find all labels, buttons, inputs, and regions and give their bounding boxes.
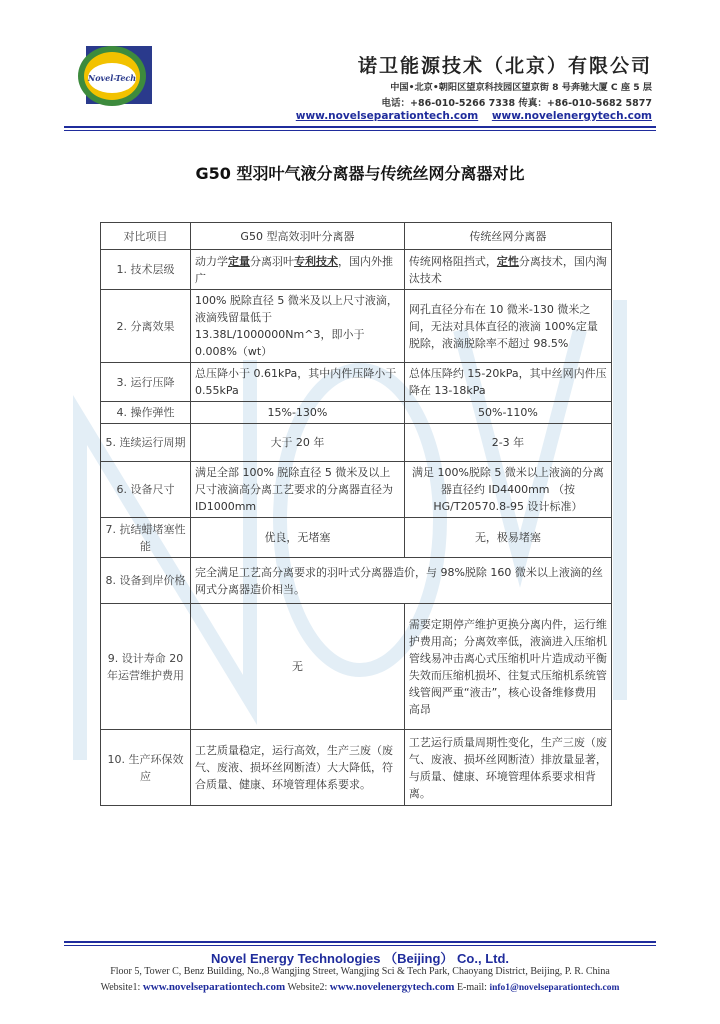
row-label: 8. 设备到岸价格 <box>101 558 191 604</box>
company-name-cn: 诺卫能源技术（北京）有限公司 <box>357 55 652 77</box>
footer-website1-link[interactable]: www.novelseparationtech.com <box>142 981 286 993</box>
row-label: 10. 生产环保效应 <box>101 730 191 806</box>
company-address-cn: 中国•北京•朝阳区望京科技园区望京街 8 号奔驰大厦 C 座 5 层 <box>390 82 652 93</box>
traditional-cell: 2-3 年 <box>404 424 611 462</box>
merged-cell: 完全满足工艺高分离要求的羽叶式分离器造价，与 98%脱除 160 微米以上液滴的丝网式分离器造价相当。 <box>190 558 611 604</box>
emphasis-text: 定性 <box>496 254 519 268</box>
traditional-cell: 无，极易堵塞 <box>404 518 611 558</box>
text-run: 动力学 <box>194 254 228 268</box>
traditional-cell <box>404 250 611 290</box>
g50-cell: 15%-130% <box>190 402 404 424</box>
text-run: 分离技术，国内淘汰技术 <box>408 254 607 285</box>
header-website2-link[interactable]: www.novelenergytech.com <box>491 110 652 122</box>
traditional-cell: 网孔直径分布在 10 微米-130 微米之间，无法对具体直径的液滴 100%定量脱除，液滴脱除率不超过 98.5% <box>404 290 611 363</box>
header-divider-thin <box>64 130 656 131</box>
text-run: 传统网格阻挡式， <box>408 254 497 268</box>
row-label: 5. 连续运行周期 <box>101 424 191 462</box>
row-label: 6. 设备尺寸 <box>101 462 191 518</box>
row-label: 2. 分离效果 <box>101 290 191 363</box>
table-header-cell: 对比项目 <box>101 223 191 250</box>
comparison-table <box>100 222 612 806</box>
traditional-cell: 满足 100%脱除 5 微米以上液滴的分离器直径约 ID4400mm （按 HG/T20570.8-95 设计标准） <box>404 462 611 518</box>
document-title: G50 型羽叶气液分离器与传统丝网分离器对比 <box>195 164 525 183</box>
g50-cell: 满足全部 100% 脱除直径 5 微米及以上尺寸液滴高分离工艺要求的分离器直径为 ID1000mm <box>190 462 404 518</box>
table-row <box>101 558 612 604</box>
g50-cell: 优良，无堵塞 <box>190 518 404 558</box>
traditional-cell: 总体压降约 15-20kPa，其中丝网内件压降在 13-18kPa <box>404 363 611 402</box>
row-label: 4. 操作弹性 <box>101 402 191 424</box>
row-label: 7. 抗结蜡堵塞性能 <box>101 518 191 558</box>
table-header-row <box>101 223 612 250</box>
traditional-cell: 需要定期停产维护更换分离内件，运行维护费用高；分离效率低，液滴进入压缩机管线易冲击离心式压缩机叶片造成动平衡失效而压缩机损坏、往复式压缩机系统管线管阀严重“液击”，核心设备维修费用高昂 <box>404 604 611 730</box>
g50-cell: 大于 20 年 <box>190 424 404 462</box>
table-header-cell: G50 型高效羽叶分离器 <box>190 223 404 250</box>
table-row <box>101 402 612 424</box>
traditional-cell: 工艺运行质量周期性变化，生产三废（废气、废液、损坏丝网断渣）排放量显著，与质量、健康、环境管理体系要求相背离。 <box>404 730 611 806</box>
row-label: 9. 设计寿命 20 年运营维护费用 <box>101 604 191 730</box>
row-label: 1. 技术层级 <box>101 250 191 290</box>
company-phone: 电话：+86-010-5266 7338 传真：+86-010-5682 5877 <box>381 98 652 109</box>
header-divider <box>64 126 656 128</box>
table-row <box>101 518 612 558</box>
g50-cell: 总压降小于 0.61kPa，其中内件压降小于 0.55kPa <box>190 363 404 402</box>
text-run: ，国内外推广 <box>194 254 393 285</box>
table-row <box>101 424 612 462</box>
logo-text: Novel-Tech <box>87 73 137 83</box>
table-row <box>101 462 612 518</box>
row-label: 3. 运行压降 <box>101 363 191 402</box>
table-row <box>101 730 612 806</box>
email-label: E-mail: <box>456 982 487 993</box>
table-row <box>101 363 612 402</box>
footer-email-link[interactable]: info1@novelseparationtech.com <box>489 983 620 993</box>
footer-address-en: Floor 5, Tower C, Benz Building, No.,8 Wangjing Street, Wangjing Sci & Tech Park, Chaoyang District, Beijing, P. R. China <box>110 966 610 977</box>
footer-contacts <box>0 981 720 993</box>
footer-divider-thin <box>64 945 656 946</box>
g50-cell: 工艺质量稳定，运行高效，生产三废（废气、废液、损坏丝网断渣）大大降低，符合质量、健康、环境管理体系要求。 <box>190 730 404 806</box>
traditional-cell: 50%-110% <box>404 402 611 424</box>
text-run: 分离羽叶 <box>249 254 294 268</box>
company-logo <box>72 40 158 110</box>
g50-cell <box>190 250 404 290</box>
table-row <box>101 250 612 290</box>
g50-cell: 100% 脱除直径 5 微米及以上尺寸液滴，液滴残留量低于 13.38L/1000000Nm^3，即小于 0.008%（wt） <box>190 290 404 363</box>
emphasis-text: 专利技术 <box>293 254 338 268</box>
footer-divider <box>64 941 656 943</box>
emphasis-text: 定量 <box>227 254 250 268</box>
table-row <box>101 604 612 730</box>
header-website1-link[interactable]: www.novelseparationtech.com <box>295 110 479 122</box>
g50-cell: 无 <box>190 604 404 730</box>
table-row <box>101 290 612 363</box>
footer-company-en: Novel Energy Technologies （Beijing） Co., Ltd. <box>210 951 510 966</box>
header-websites <box>286 110 652 122</box>
footer-website2-link[interactable]: www.novelenergytech.com <box>329 981 455 993</box>
website2-label: Website2: <box>287 982 328 993</box>
table-header-cell: 传统丝网分离器 <box>404 223 611 250</box>
website1-label: Website1: <box>100 982 141 993</box>
